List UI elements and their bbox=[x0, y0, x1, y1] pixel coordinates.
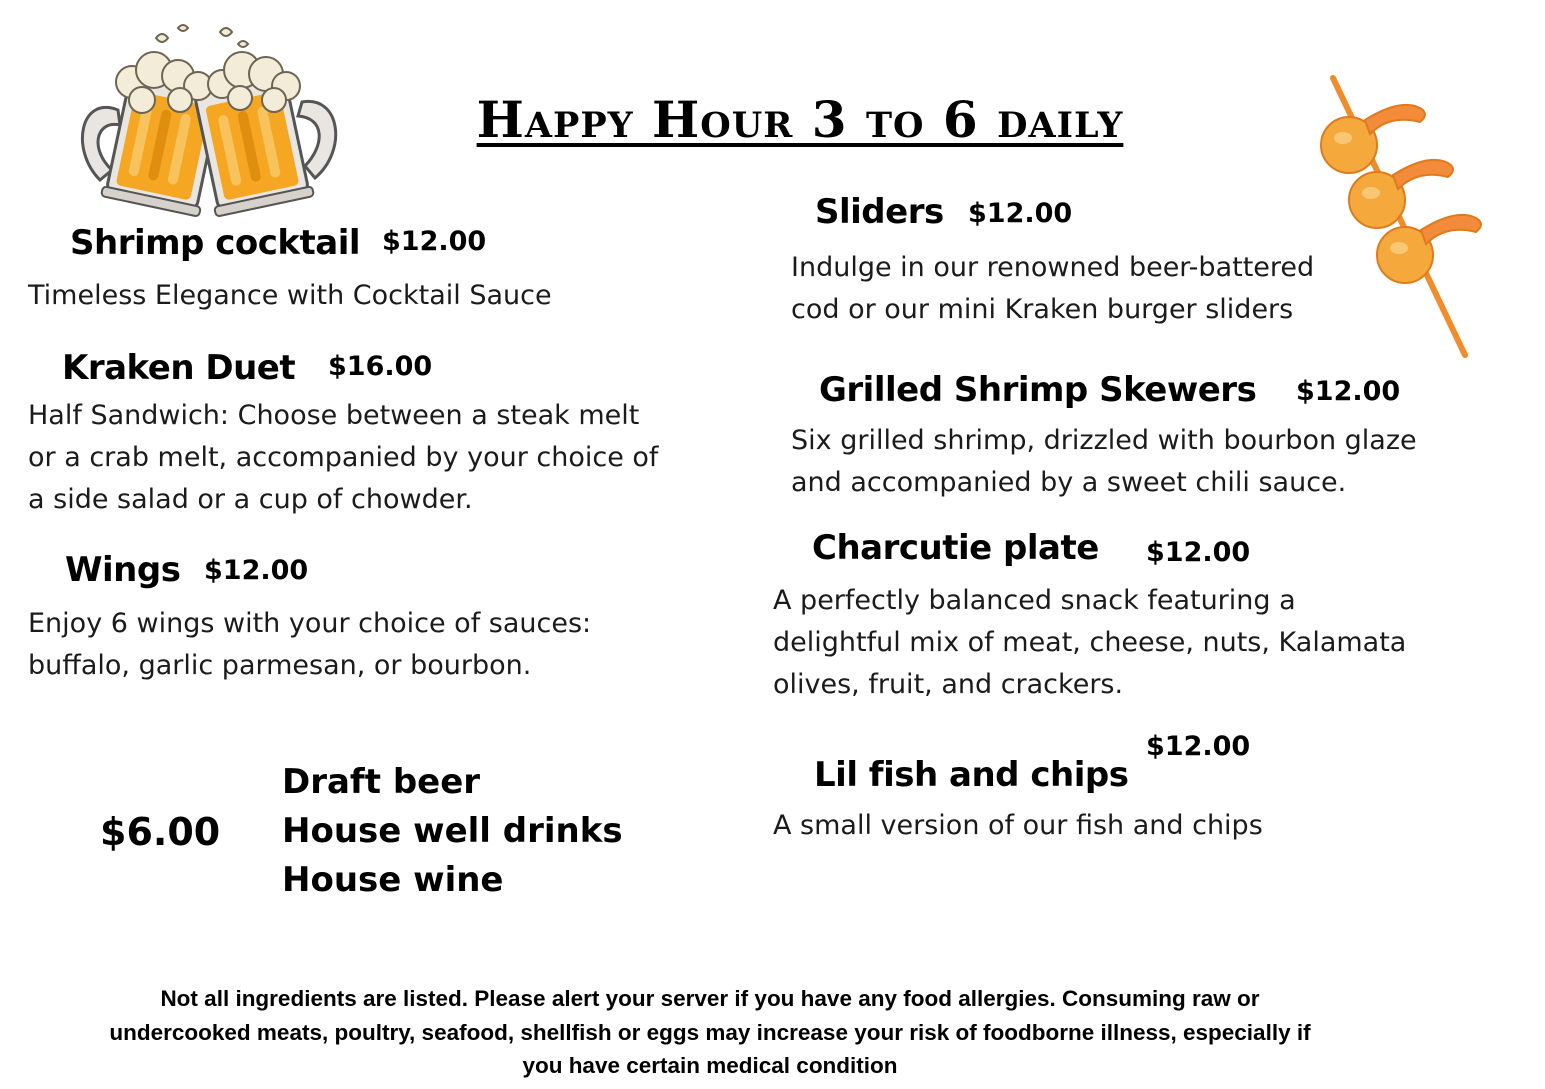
item-name-charcutie-plate: Charcutie plate bbox=[812, 528, 1099, 568]
item-desc-charcutie-line2: delightful mix of meat, cheese, nuts, Kalamata bbox=[773, 627, 1407, 658]
item-price-lil-fish-and-chips: $12.00 bbox=[1146, 731, 1251, 762]
item-desc-sliders-line1: Indulge in our renowned beer-battered bbox=[791, 252, 1315, 283]
item-desc-wings-line1: Enjoy 6 wings with your choice of sauces: bbox=[28, 608, 592, 639]
drinks-price: $6.00 bbox=[100, 810, 221, 854]
item-price-grilled-shrimp-skewers: $12.00 bbox=[1296, 376, 1401, 407]
item-desc-shrimp-cocktail: Timeless Elegance with Cocktail Sauce bbox=[28, 280, 552, 311]
shrimp-skewer-icon bbox=[1315, 70, 1485, 365]
item-price-kraken-duet: $16.00 bbox=[328, 351, 433, 382]
item-desc-kraken-duet-line3: a side salad or a cup of chowder. bbox=[28, 484, 473, 515]
allergy-disclaimer bbox=[0, 982, 1420, 1083]
page-title: Happy Hour 3 to 6 daily bbox=[476, 90, 1124, 149]
item-name-kraken-duet: Kraken Duet bbox=[62, 348, 296, 388]
disclaimer-line: undercooked meats, poultry, seafood, shellfish or eggs may increase your risk of foodborne illness, especially if bbox=[109, 1019, 1311, 1045]
drink-item: House wine bbox=[282, 860, 504, 900]
disclaimer-line: Not all ingredients are listed. Please alert your server if you have any food allergies. Consuming raw or bbox=[160, 986, 1260, 1011]
item-desc-grilled-shrimp-line1: Six grilled shrimp, drizzled with bourbon glaze bbox=[791, 425, 1417, 456]
item-desc-charcutie-line1: A perfectly balanced snack featuring a bbox=[773, 585, 1296, 616]
beer-mugs-icon bbox=[70, 20, 345, 220]
drink-item: House well drinks bbox=[282, 811, 623, 851]
item-price-charcutie-plate: $12.00 bbox=[1146, 537, 1251, 568]
item-name-grilled-shrimp-skewers: Grilled Shrimp Skewers bbox=[819, 370, 1257, 410]
item-desc-wings-line2: buffalo, garlic parmesan, or bourbon. bbox=[28, 650, 532, 681]
item-desc-charcutie-line3: olives, fruit, and crackers. bbox=[773, 669, 1124, 700]
item-name-sliders: Sliders bbox=[815, 192, 944, 232]
item-name-shrimp-cocktail: Shrimp cocktail bbox=[70, 223, 360, 263]
item-desc-lil-fish-and-chips: A small version of our fish and chips bbox=[773, 810, 1263, 841]
item-desc-grilled-shrimp-line2: and accompanied by a sweet chili sauce. bbox=[791, 467, 1347, 498]
drink-item: Draft beer bbox=[282, 762, 481, 802]
item-desc-sliders-line2: cod or our mini Kraken burger sliders bbox=[791, 294, 1294, 325]
item-desc-kraken-duet-line1: Half Sandwich: Choose between a steak melt bbox=[28, 400, 640, 431]
item-price-wings: $12.00 bbox=[204, 555, 309, 586]
item-name-lil-fish-and-chips: Lil fish and chips bbox=[814, 755, 1129, 795]
item-desc-kraken-duet-line2: or a crab melt, accompanied by your choice of bbox=[28, 442, 659, 473]
item-price-sliders: $12.00 bbox=[968, 198, 1073, 229]
item-name-wings: Wings bbox=[65, 550, 181, 590]
item-price-shrimp-cocktail: $12.00 bbox=[382, 226, 487, 257]
disclaimer-line: you have certain medical condition bbox=[522, 1053, 898, 1078]
